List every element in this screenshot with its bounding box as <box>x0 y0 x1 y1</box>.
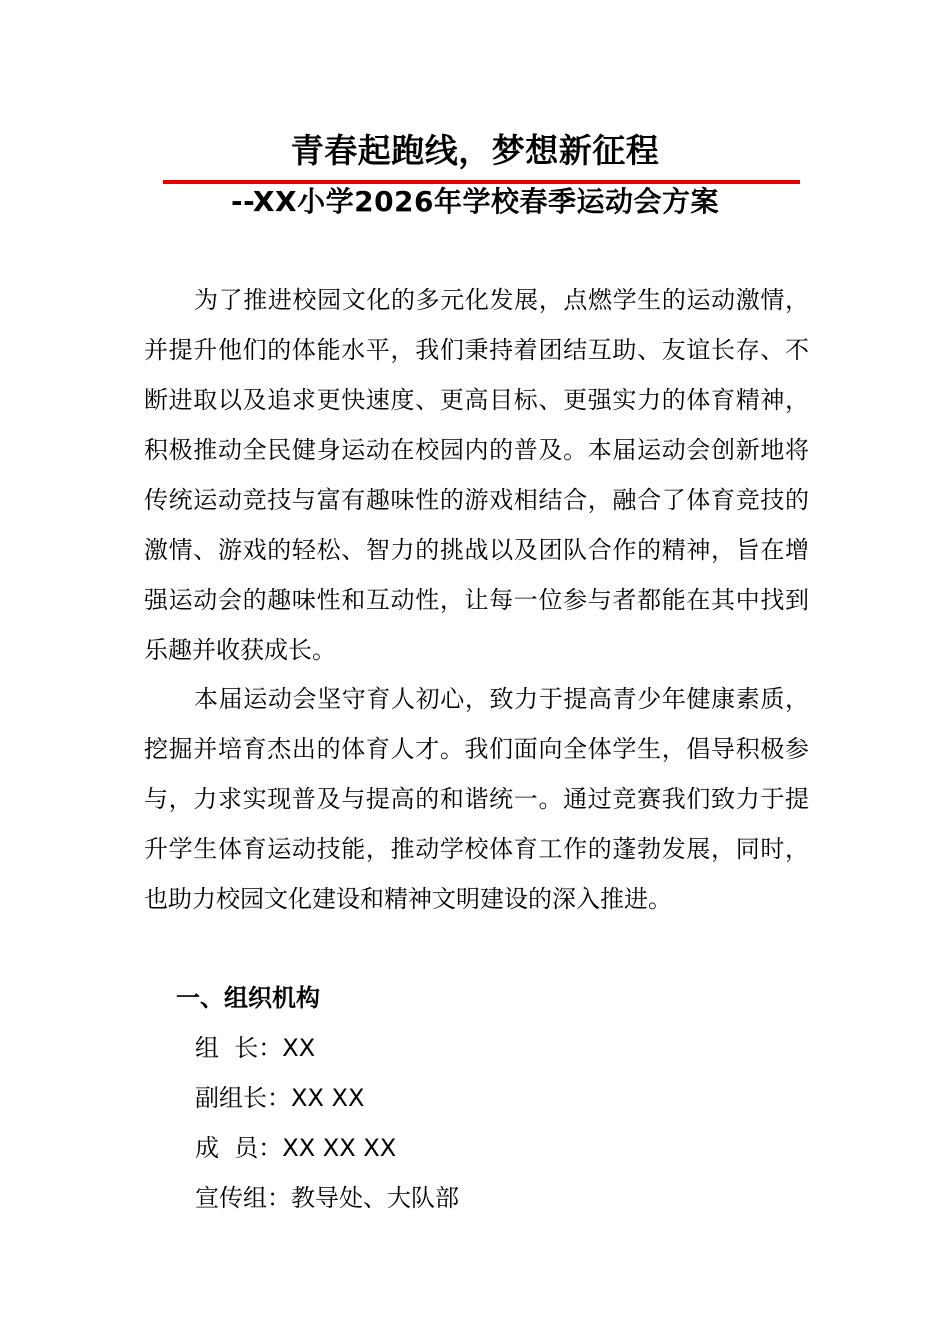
paragraph-intro: 为了推进校园文化的多元化发展，点燃学生的运动激情，并提升他们的体能水平，我们秉持着团结互助、友谊长存、不断进取以及追求更快速度、更高目标、更强实力的体育精神，积极推动全民健身运动在校园内的普及。本届运动会创新地将传统运动竞技与富有趣味性的游戏相结合，融合了体育竞技的激情、游戏的轻松、智力的挑战以及团队合作的精神，旨在增强运动会的趣味性和互动性，让每一位参与者都能在其中找到乐趣并收获成长。 <box>144 286 809 664</box>
org-line-leader: 组 长：XX <box>195 1034 316 1062</box>
document-subtitle: --XX小学2026年学校春季运动会方案 <box>230 185 720 218</box>
section-heading-organization: 一、组织机构 <box>176 984 320 1012</box>
org-line-deputy: 副组长：XX XX <box>195 1084 365 1112</box>
document-title: 青春起跑线，梦想新征程 <box>290 131 660 170</box>
paragraph-purpose: 本届运动会坚守育人初心，致力于提高青少年健康素质，挖掘并培育杰出的体育人才。我们面向全体学生，倡导积极参与，力求实现普及与提高的和谐统一。通过竞赛我们致力于提升学生体育运动技能，推动学校体育工作的蓬勃发展，同时，也助力校园文化建设和精神文明建设的深入推进。 <box>144 685 809 913</box>
org-line-publicity: 宣传组：教导处、大队部 <box>195 1184 459 1212</box>
org-line-members: 成 员：XX XX XX <box>195 1134 397 1162</box>
